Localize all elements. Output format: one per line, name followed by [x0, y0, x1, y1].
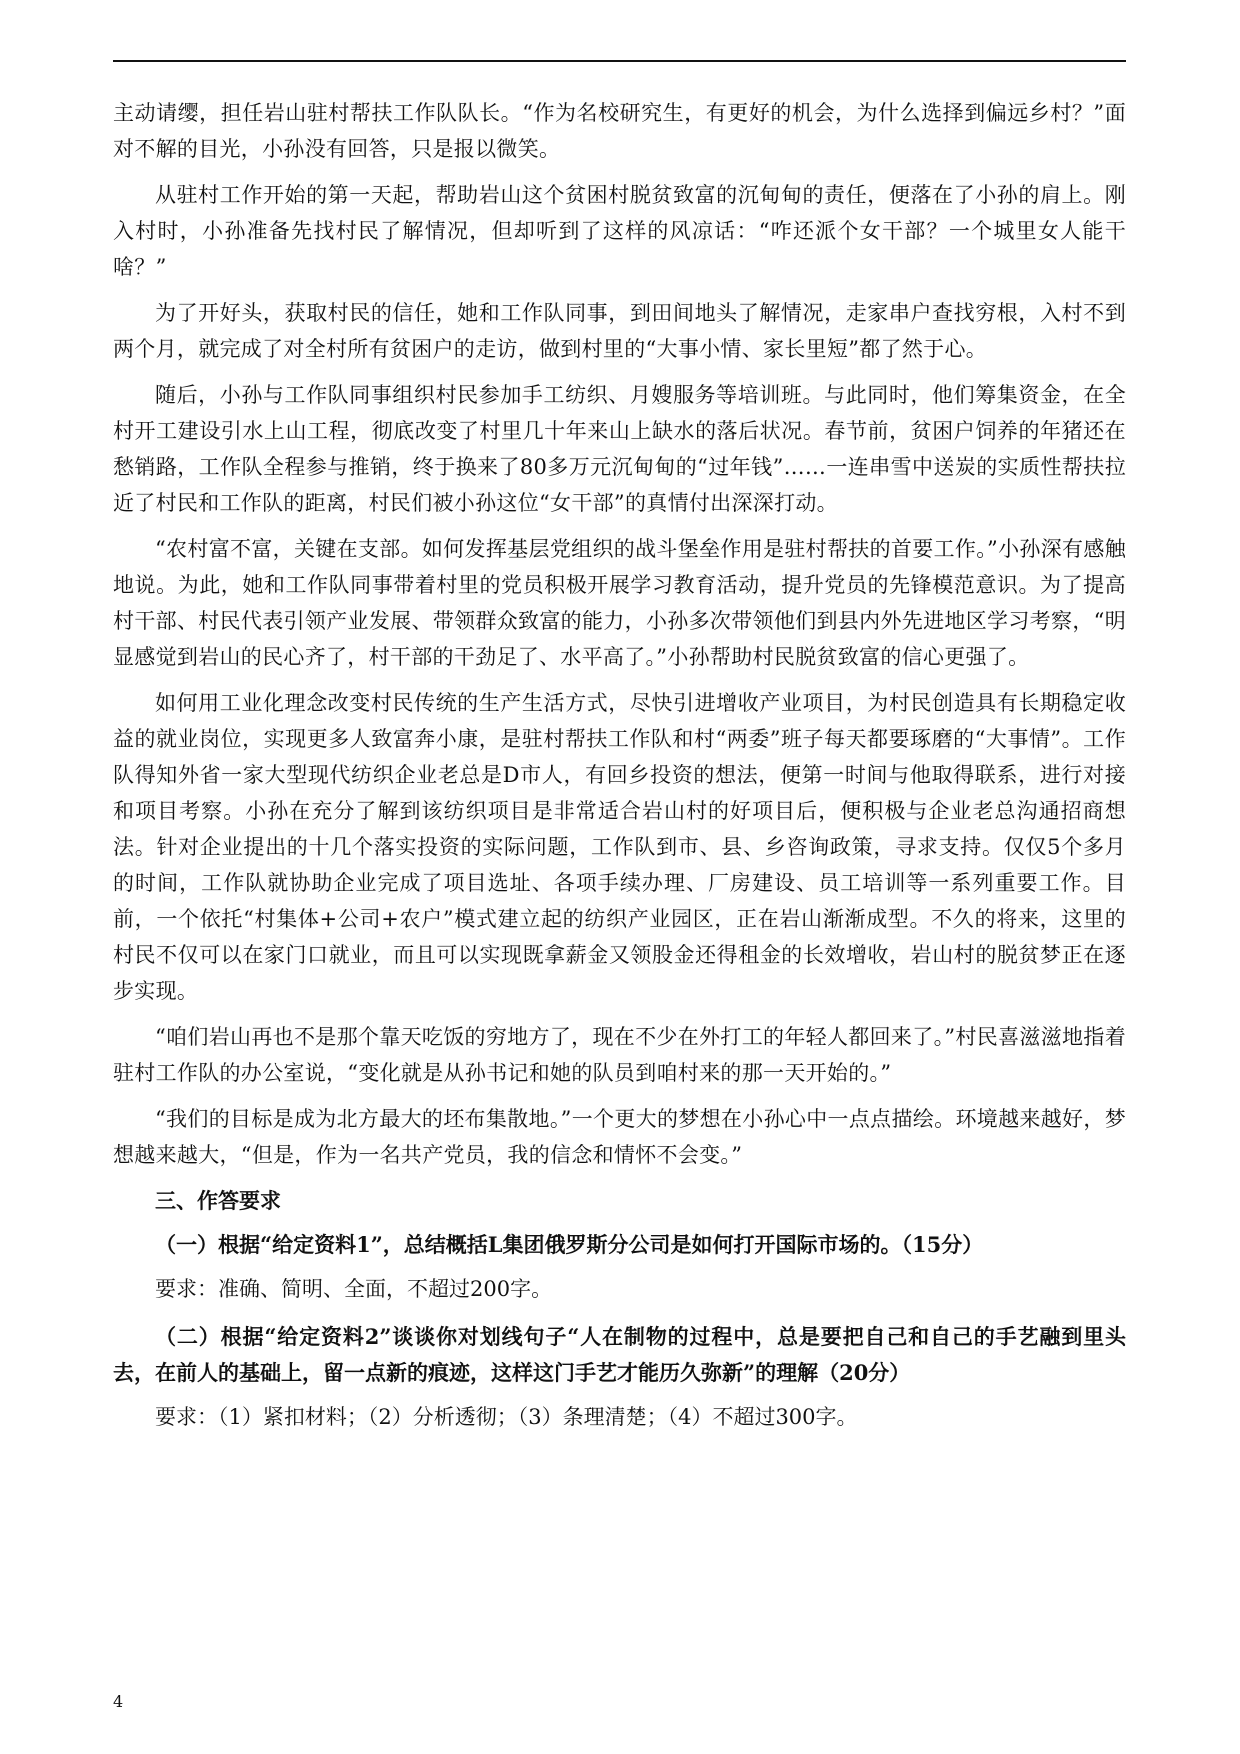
question-1-prompt: （一）根据“给定资料1”，总结概括L集团俄罗斯分公司是如何打开国际市场的。（15分） [155, 1232, 984, 1257]
paragraph-1: 主动请缨，担任岩山驻村帮扶工作队队长。“作为名校研究生，有更好的机会，为什么选择到偏远乡村？”面对不解的目光，小孙没有回答，只是报以微笑。 [113, 101, 1126, 161]
document-body [113, 95, 1126, 1447]
header-rule [113, 60, 1126, 62]
page-number: 4 [113, 1692, 124, 1711]
question-2-prompt: （二）根据“给定资料2”谈谈你对划线句子“人在制物的过程中，总是要把自己和自己的手艺融到里头去，在前人的基础上，留一点新的痕迹，这样这门手艺才能历久弥新”的理解（20分） [113, 1324, 1126, 1385]
paragraph-7: “咱们岩山再也不是那个靠天吃饭的穷地方了，现在不少在外打工的年轻人都回来了。”村民喜滋滋地指着驻村工作队的办公室说，“变化就是从孙书记和她的队员到咱村来的那一天开始的。” [113, 1025, 1126, 1085]
paragraph-6: 如何用工业化理念改变村民传统的生产生活方式，尽快引进增收产业项目，为村民创造具有长期稳定收益的就业岗位，实现更多人致富奔小康，是驻村帮扶工作队和村“两委”班子每天都要琢磨的“大事情”。工作队得知外省一家大型现代纺织企业老总是D市人，有回乡投资的想法，便第一时间与他取得联系，进行对接和项目考察。小孙在充分了解到该纺织项目是非常适合岩山村的好项目后，便积极与企业老总沟通招商想法。针对企业提出的十几个落实投资的实际问题，工作队到市、县、乡咨询政策，寻求支持。仅仅5个多月的时间，工作队就协助企业完成了项目选址、各项手续办理、厂房建设、员工培训等一系列重要工作。目前，一个依托“村集体+公司+农户”模式建立起的纺织产业园区，正在岩山渐渐成型。不久的将来，这里的村民不仅可以在家门口就业，而且可以实现既拿薪金又领股金还得租金的长效增收，岩山村的脱贫梦正在逐步实现。 [113, 691, 1126, 1003]
paragraph-3: 为了开好头，获取村民的信任，她和工作队同事，到田间地头了解情况，走家串户查找穷根，入村不到两个月，就完成了对全村所有贫困户的走访，做到村里的“大事小情、家长里短”都了然于心。 [113, 301, 1126, 361]
question-1-requirement: 要求：准确、简明、全面，不超过200字。 [155, 1277, 553, 1301]
question-2-requirement: 要求：（1）紧扣材料；（2）分析透彻；（3）条理清楚；（4）不超过300字。 [155, 1405, 858, 1429]
section-heading: 三、作答要求 [155, 1188, 281, 1213]
paragraph-4: 随后，小孙与工作队同事组织村民参加手工纺织、月嫂服务等培训班。与此同时，他们筹集资金，在全村开工建设引水上山工程，彻底改变了村里几十年来山上缺水的落后状况。春节前，贫困户饲养的年猪还在愁销路，工作队全程参与推销，终于换来了80多万元沉甸甸的“过年钱”……一连串雪中送炭的实质性帮扶拉近了村民和工作队的距离，村民们被小孙这位“女干部”的真情付出深深打动。 [113, 383, 1126, 515]
paragraph-2: 从驻村工作开始的第一天起，帮助岩山这个贫困村脱贫致富的沉甸甸的责任，便落在了小孙的肩上。刚入村时，小孙准备先找村民了解情况，但却听到了这样的风凉话：“咋还派个女干部？一个城里女人能干啥？” [113, 183, 1126, 279]
paragraph-5: “农村富不富，关键在支部。如何发挥基层党组织的战斗堡垒作用是驻村帮扶的首要工作。”小孙深有感触地说。为此，她和工作队同事带着村里的党员积极开展学习教育活动，提升党员的先锋模范意识。为了提高村干部、村民代表引领产业发展、带领群众致富的能力，小孙多次带领他们到县内外先进地区学习考察，“明显感觉到岩山的民心齐了，村干部的干劲足了、水平高了。”小孙帮助村民脱贫致富的信心更强了。 [113, 537, 1126, 669]
paragraph-8: “我们的目标是成为北方最大的坯布集散地。”一个更大的梦想在小孙心中一点点描绘。环境越来越好，梦想越来越大，“但是，作为一名共产党员，我的信念和情怀不会变。” [113, 1107, 1126, 1167]
